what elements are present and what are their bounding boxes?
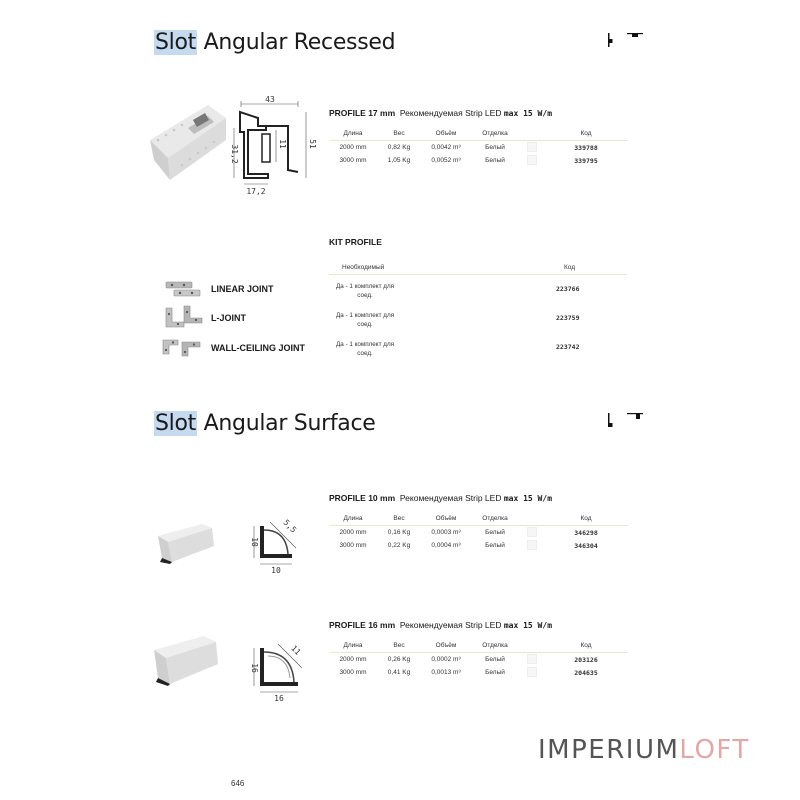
- kit-item-label: WALL-CEILING JOINT: [211, 343, 305, 353]
- finish-swatch: [527, 540, 537, 550]
- kit-item-code: 223742: [556, 343, 580, 351]
- title-highlight: Slot: [155, 30, 196, 55]
- table-row: 3000 mm 0,22 Kg 0,0004 m³ Белый 346304: [339, 541, 598, 550]
- recessed-mount-icon: [603, 30, 647, 50]
- title-rest: Angular Surface: [196, 411, 376, 436]
- dim-left: 31,2: [230, 144, 239, 164]
- dim-right: 51: [308, 139, 317, 149]
- finish-swatch: [527, 142, 537, 152]
- kit-header-required: Необходимый: [342, 264, 385, 271]
- spec-table: [330, 127, 628, 167]
- dim-left: 16: [250, 663, 259, 673]
- l-joint-icon: [162, 304, 206, 330]
- page-number: 646: [231, 779, 245, 788]
- spec-table: [330, 512, 628, 552]
- profile-title: PROFILE 17 mm Рекомендуемая Strip LED max 15 W/m: [329, 108, 553, 118]
- surface-mount-icon: [603, 410, 647, 430]
- dim-top: 43: [265, 95, 275, 104]
- table-row: 3000 mm 0,41 Kg 0,0013 m³ Белый 204635: [339, 668, 598, 677]
- profile-drawing-16: [244, 640, 308, 704]
- kit-header-code: Код: [564, 264, 576, 271]
- title-highlight: Slot: [155, 411, 196, 436]
- profile-title: PROFILE 16 mm Рекомендуемая Strip LED max 15 W/m: [329, 620, 553, 630]
- kit-item-required: Да - 1 комплект для соед.: [335, 312, 395, 328]
- section-title-recessed: [154, 30, 395, 55]
- section-title-surface: [154, 411, 376, 436]
- kit-item-required: Да - 1 комплект для соед.: [335, 341, 395, 357]
- kit-title: KIT PROFILE: [329, 237, 382, 247]
- title-rest: Angular Recessed: [196, 30, 396, 55]
- dim-left: 10: [250, 537, 259, 547]
- kit-item-required: Да - 1 комплект для соед.: [335, 283, 395, 299]
- dim-bottom: 17,2: [246, 187, 266, 196]
- kit-item-code: 223766: [556, 285, 580, 293]
- table-row: 2000 mm 0,82 Kg 0,0042 m³ Белый 339788: [339, 143, 598, 152]
- kit-item-label: L-JOINT: [211, 313, 246, 323]
- table-row: 2000 mm 0,16 Kg 0,0003 m³ Белый 346298: [339, 528, 598, 537]
- linear-joint-icon: [162, 277, 206, 299]
- table-header-row: Длина Вес Объём Отделка Код: [330, 512, 628, 526]
- finish-swatch: [527, 155, 537, 165]
- dim-inner: 11: [278, 139, 287, 149]
- profile-title: PROFILE 10 mm Рекомендуемая Strip LED max 15 W/m: [329, 493, 553, 503]
- finish-swatch: [527, 654, 537, 664]
- brand-logo: IMPERIUMLOFT: [538, 735, 750, 765]
- dim-bottom: 16: [274, 694, 284, 703]
- spec-table: [330, 639, 628, 679]
- table-header-row: Длина Вес Объём Отделка Код: [330, 127, 628, 141]
- profile-drawing-10: [244, 516, 306, 576]
- dim-diag: 11: [289, 643, 303, 657]
- table-row: 3000 mm 1,05 Kg 0,0052 m³ Белый 339795: [339, 156, 598, 165]
- table-row: 2000 mm 0,26 Kg 0,0002 m³ Белый 203126: [339, 655, 598, 664]
- kit-divider: [329, 274, 627, 275]
- profile-drawing-recessed: [228, 92, 328, 204]
- wall-ceiling-joint-icon: [160, 336, 208, 358]
- finish-swatch: [527, 527, 537, 537]
- finish-swatch: [527, 667, 537, 677]
- table-header-row: Длина Вес Объём Отделка Код: [330, 639, 628, 653]
- product-photo-profile-16: [152, 636, 222, 686]
- kit-item-label: LINEAR JOINT: [211, 284, 274, 294]
- dim-bottom: 10: [271, 566, 281, 575]
- dim-diag: 5,5: [281, 517, 299, 535]
- product-photo-profile-10: [156, 524, 218, 564]
- product-photo-recessed: [148, 100, 228, 185]
- kit-item-code: 223759: [556, 314, 580, 322]
